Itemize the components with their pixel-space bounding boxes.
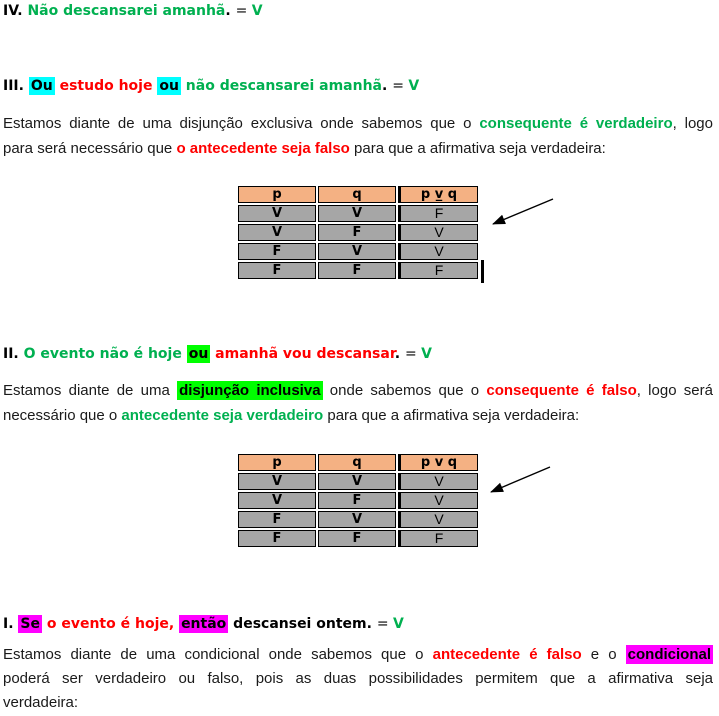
text-run-consequente-verdadeiro: consequente é verdadeiro — [479, 115, 673, 132]
table-row — [238, 492, 478, 509]
text-run-antecedente-falso: antecedente é falso — [432, 646, 582, 663]
statement-iv-number: IV. — [3, 3, 28, 19]
cell: V — [238, 473, 316, 490]
truth-table-inclusive-disjunction — [236, 452, 480, 549]
table-header-row — [238, 454, 478, 471]
table-header-row — [238, 186, 478, 203]
statement-ii-truth-value: V — [421, 346, 432, 362]
statement-iii-truth-value: V — [408, 78, 420, 94]
cell: F — [318, 492, 396, 509]
text-run-condicional: condicional — [627, 646, 712, 663]
statement-i-equals: = — [376, 616, 393, 632]
statement-i-antecedent: o evento é hoje, — [41, 616, 180, 632]
cell: F — [318, 224, 396, 241]
cell: F — [238, 511, 316, 528]
cell: F — [238, 530, 316, 547]
statement-iii-antecedent: estudo hoje — [54, 78, 158, 94]
text-run: , logo será — [636, 382, 713, 399]
cell-result: V — [398, 511, 478, 528]
statement-iv — [3, 1, 263, 21]
header-p-xor-q: p v̲ q — [398, 186, 478, 203]
cell: F — [318, 530, 396, 547]
paragraph-line — [3, 667, 713, 691]
cell-result: V — [398, 243, 478, 260]
explanation-exclusive-disjunction — [3, 111, 713, 161]
statement-iii — [3, 76, 419, 96]
text-run-antecedente-falso: o antecedente seja falso — [176, 140, 350, 157]
table-row — [238, 262, 478, 279]
table-row — [238, 511, 478, 528]
statement-i-connective-se: Se — [20, 616, 40, 632]
statement-i-truth-value: V — [393, 616, 404, 632]
cell-result: F — [398, 530, 478, 547]
cell-result: F — [398, 205, 478, 222]
cell-result: V — [398, 492, 478, 509]
text-run: onde sabemos que o — [322, 382, 487, 399]
paragraph-line — [3, 136, 713, 161]
statement-ii-period: . — [394, 346, 405, 362]
statement-ii-equals: = — [404, 346, 422, 362]
cell: V — [318, 205, 396, 222]
header-p: p — [238, 454, 316, 471]
text-run: e o — [581, 646, 626, 663]
text-run: , logo — [672, 115, 713, 132]
cell-result: F — [398, 262, 478, 279]
paragraph-line — [3, 403, 713, 428]
text-run: verdadeira: — [3, 694, 79, 711]
cell: F — [318, 262, 396, 279]
statement-iv-proposition: Não descansarei amanhã — [27, 3, 226, 19]
header-p-or-q: p v q — [398, 454, 478, 471]
cell: V — [318, 473, 396, 490]
truth-table-exclusive-disjunction — [236, 184, 480, 281]
text-run: para que a afirmativa seja verdadeira: — [349, 140, 606, 157]
text-run: para que a afirmativa seja verdadeira: — [323, 407, 580, 424]
statement-i — [3, 614, 404, 634]
table-row — [238, 243, 478, 260]
cell: V — [238, 224, 316, 241]
statement-iv-equals: = — [235, 3, 252, 19]
paragraph-line — [3, 691, 713, 715]
statement-i-connective-entao: então — [181, 616, 227, 632]
header-q: q — [318, 454, 396, 471]
statement-i-consequent: descansei ontem — [228, 616, 367, 632]
statement-ii — [3, 344, 432, 364]
arrow-pointer-icon — [493, 199, 553, 224]
text-run: Estamos diante de uma condicional onde sabemos que o — [3, 646, 433, 663]
statement-iii-number: III. — [3, 78, 29, 94]
table-row — [238, 530, 478, 547]
statement-iii-period: . — [382, 78, 393, 94]
table-row — [238, 473, 478, 490]
explanation-conditional — [3, 643, 713, 715]
statement-iii-equals: = — [392, 78, 409, 94]
statement-ii-antecedent: O evento não é hoje — [23, 346, 187, 362]
cell: V — [318, 511, 396, 528]
paragraph-line — [3, 378, 713, 403]
table-row — [238, 205, 478, 222]
cell-result: V — [398, 224, 478, 241]
statement-ii-number: II. — [3, 346, 24, 362]
paragraph-line — [3, 111, 713, 136]
statement-iv-period: . — [225, 3, 236, 19]
statement-ii-consequent: amanhã vou descansar — [210, 346, 395, 362]
explanation-inclusive-disjunction — [3, 378, 713, 428]
text-run-antecedente-verdadeiro: antecedente seja verdadeiro — [121, 407, 324, 424]
header-p: p — [238, 186, 316, 203]
statement-iii-connective-1: Ou — [30, 78, 53, 94]
statement-iii-connective-2: ou — [159, 78, 179, 94]
paragraph-line — [3, 643, 713, 667]
text-run: para será necessário que — [3, 140, 177, 157]
text-run: necessário que o — [3, 407, 122, 424]
header-q: q — [318, 186, 396, 203]
cell: F — [238, 243, 316, 260]
cell: F — [238, 262, 316, 279]
cell: V — [318, 243, 396, 260]
text-run-disjuncao-inclusiva: disjunção inclusiva — [179, 382, 321, 399]
text-cursor — [481, 260, 484, 283]
table-row — [238, 224, 478, 241]
text-run-consequente-falso: consequente é falso — [486, 382, 637, 399]
statement-iv-truth-value: V — [251, 3, 263, 19]
cell: V — [238, 205, 316, 222]
statement-ii-connective: ou — [188, 346, 209, 362]
text-run: Estamos diante de uma — [3, 382, 178, 399]
statement-iii-consequent: não descansarei amanhã — [180, 78, 382, 94]
text-run: poderá ser verdadeiro ou falso, pois as duas possibilidades permitem que a afirmativa seja — [3, 670, 713, 687]
cell-result: V — [398, 473, 478, 490]
cell: V — [238, 492, 316, 509]
statement-i-number: I. — [3, 616, 19, 632]
statement-i-period: . — [366, 616, 377, 632]
arrow-pointer-icon — [491, 467, 550, 492]
text-run: Estamos diante de uma disjunção exclusiva onde sabemos que o — [3, 115, 480, 132]
